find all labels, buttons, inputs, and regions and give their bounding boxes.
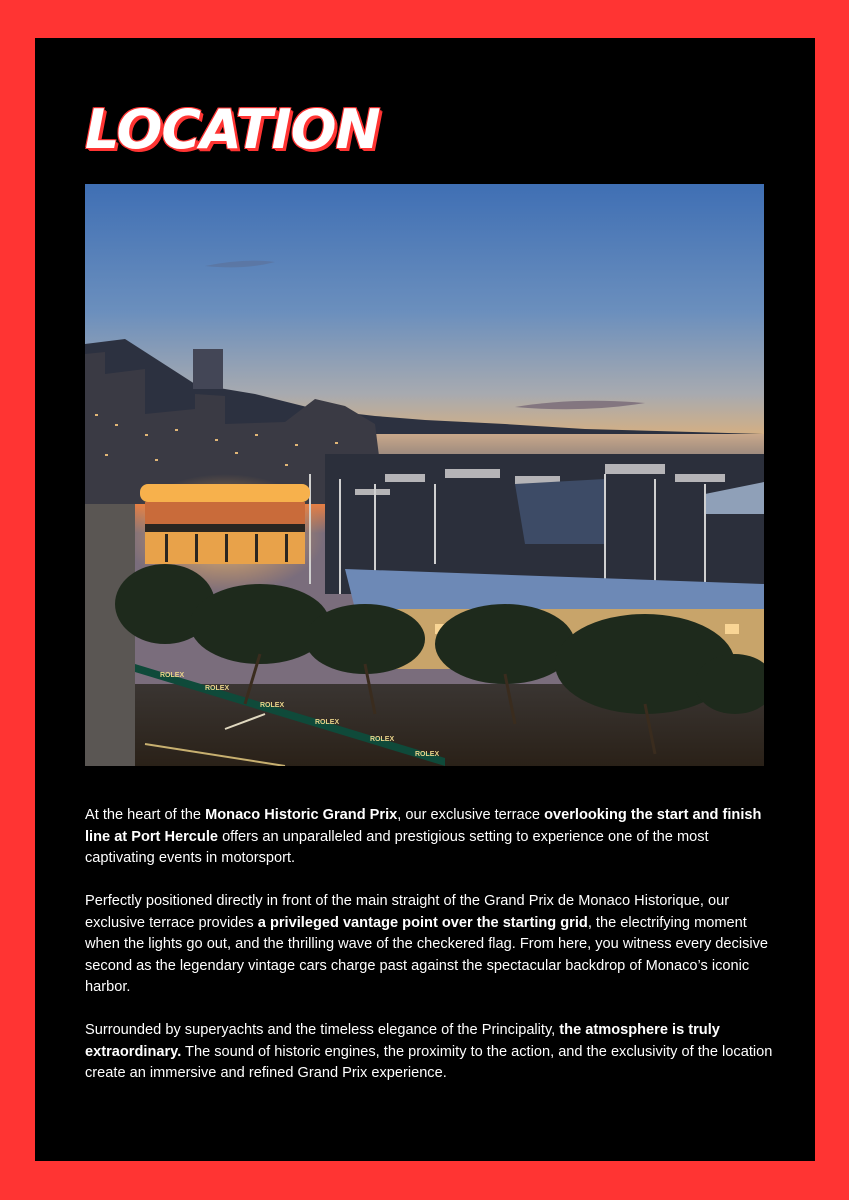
description-text <box>85 805 775 1106</box>
barrier-sponsor-label: ROLEX <box>205 685 230 692</box>
paragraph-text: The sound of historic engines, the proximity to the action, and the exclusivity of the location create an immersive and refined Grand Prix experience. <box>85 1043 773 1081</box>
paragraph-text: , the electrifying moment when the lights go out, and the thrilling wave of the checkered flag. From here, you witness every decisive second as the legendary vintage cars charge past against the spectacular backdrop of Monaco’s iconic harbor. <box>85 914 769 995</box>
atmosphere-highlight: the atmosphere is truly extraordinary. <box>85 1022 720 1060</box>
barrier-sponsor-label: ROLEX <box>260 702 285 709</box>
paragraph-text: Perfectly positioned directly in front of the main straight of the Grand Prix de Monaco Historique, our exclusive terrace provides <box>85 893 730 931</box>
monaco-harbor-photo <box>85 184 764 766</box>
vantage-point-highlight: a privileged vantage point over the starting grid <box>257 914 588 931</box>
tower-building <box>193 349 223 389</box>
terrace-roof <box>140 484 310 502</box>
paragraph-text: offers an unparalleled and prestigious setting to experience one of the most captivating events in motorsport. <box>85 828 709 866</box>
barrier-sponsor-label: ROLEX <box>160 672 185 679</box>
barrier-sponsor-label: ROLEX <box>315 719 340 726</box>
location-highlight: overlooking the start and finish line at Port Hercule <box>85 807 762 845</box>
paragraph-text: At the heart of the <box>85 807 206 823</box>
event-name-highlight: Monaco Historic Grand Prix <box>205 807 398 823</box>
paragraph-text: , our exclusive terrace <box>397 807 545 823</box>
paragraph-text: Surrounded by superyachts and the timeless elegance of the Principality, <box>85 1022 560 1038</box>
content-panel <box>35 38 815 1161</box>
barrier-sponsor-label: ROLEX <box>415 751 440 758</box>
page-title: LOCATION <box>85 98 380 161</box>
foreground-building <box>85 504 135 766</box>
atmosphere-paragraph <box>85 1020 775 1085</box>
terrace-upper-level <box>145 502 305 524</box>
vantage-paragraph <box>85 891 775 999</box>
grandstand <box>515 479 605 544</box>
barrier-sponsor-label: ROLEX <box>370 736 395 743</box>
intro-paragraph <box>85 805 775 870</box>
